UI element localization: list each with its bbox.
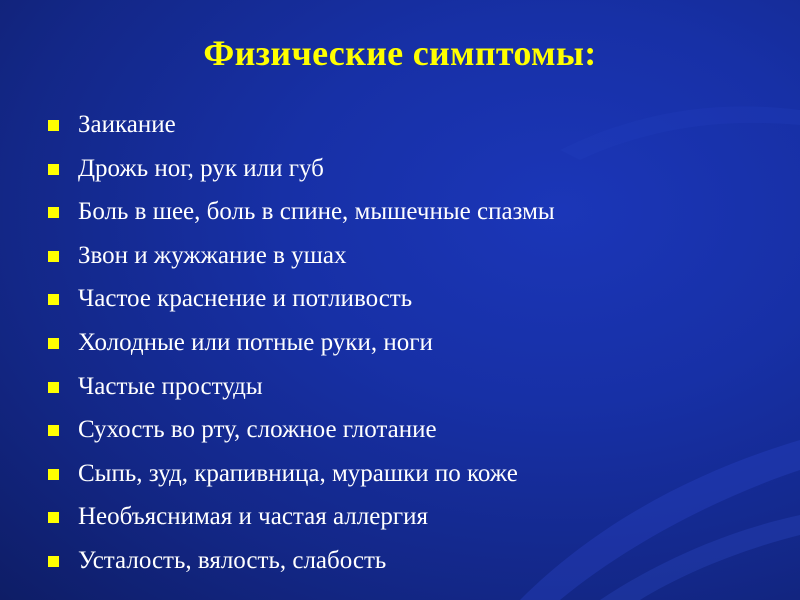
list-item-text: Боль в шее, боль в спине, мышечные спазмы xyxy=(78,198,555,226)
list-item xyxy=(48,321,778,365)
square-bullet-icon xyxy=(48,338,59,349)
list-item xyxy=(48,452,778,496)
list-item xyxy=(48,147,778,191)
list-item xyxy=(48,365,778,409)
list-item xyxy=(48,539,778,583)
list-item-text: Усталость, вялость, слабость xyxy=(78,546,387,574)
list-item-text: Сыпь, зуд, крапивница, мурашки по коже xyxy=(78,459,518,487)
list-item xyxy=(48,495,778,539)
list-item xyxy=(48,190,778,234)
list-item-text: Сухость во рту, сложное глотание xyxy=(78,416,437,444)
square-bullet-icon xyxy=(48,164,59,175)
square-bullet-icon xyxy=(48,512,59,523)
list-item xyxy=(48,408,778,452)
list-item-text: Частые простуды xyxy=(78,372,263,400)
list-item-text: Дрожь ног, рук или губ xyxy=(78,154,324,182)
symptom-list xyxy=(48,103,778,583)
list-item-text: Звон и жужжание в ушах xyxy=(78,241,347,269)
list-item-text: Частое краснение и потливость xyxy=(78,285,413,313)
slide-title: Физические симптомы: xyxy=(203,33,597,73)
list-item xyxy=(48,103,778,147)
square-bullet-icon xyxy=(48,251,59,262)
square-bullet-icon xyxy=(48,294,59,305)
square-bullet-icon xyxy=(48,425,59,436)
square-bullet-icon xyxy=(48,120,59,131)
square-bullet-icon xyxy=(48,382,59,393)
list-item-text: Необъяснимая и частая аллергия xyxy=(78,503,428,531)
list-item-text: Заикание xyxy=(78,111,176,138)
list-item-text: Холодные или потные руки, ноги xyxy=(78,328,433,356)
list-item xyxy=(48,277,778,321)
square-bullet-icon xyxy=(48,556,59,567)
square-bullet-icon xyxy=(48,207,59,218)
list-item xyxy=(48,234,778,278)
square-bullet-icon xyxy=(48,469,59,480)
